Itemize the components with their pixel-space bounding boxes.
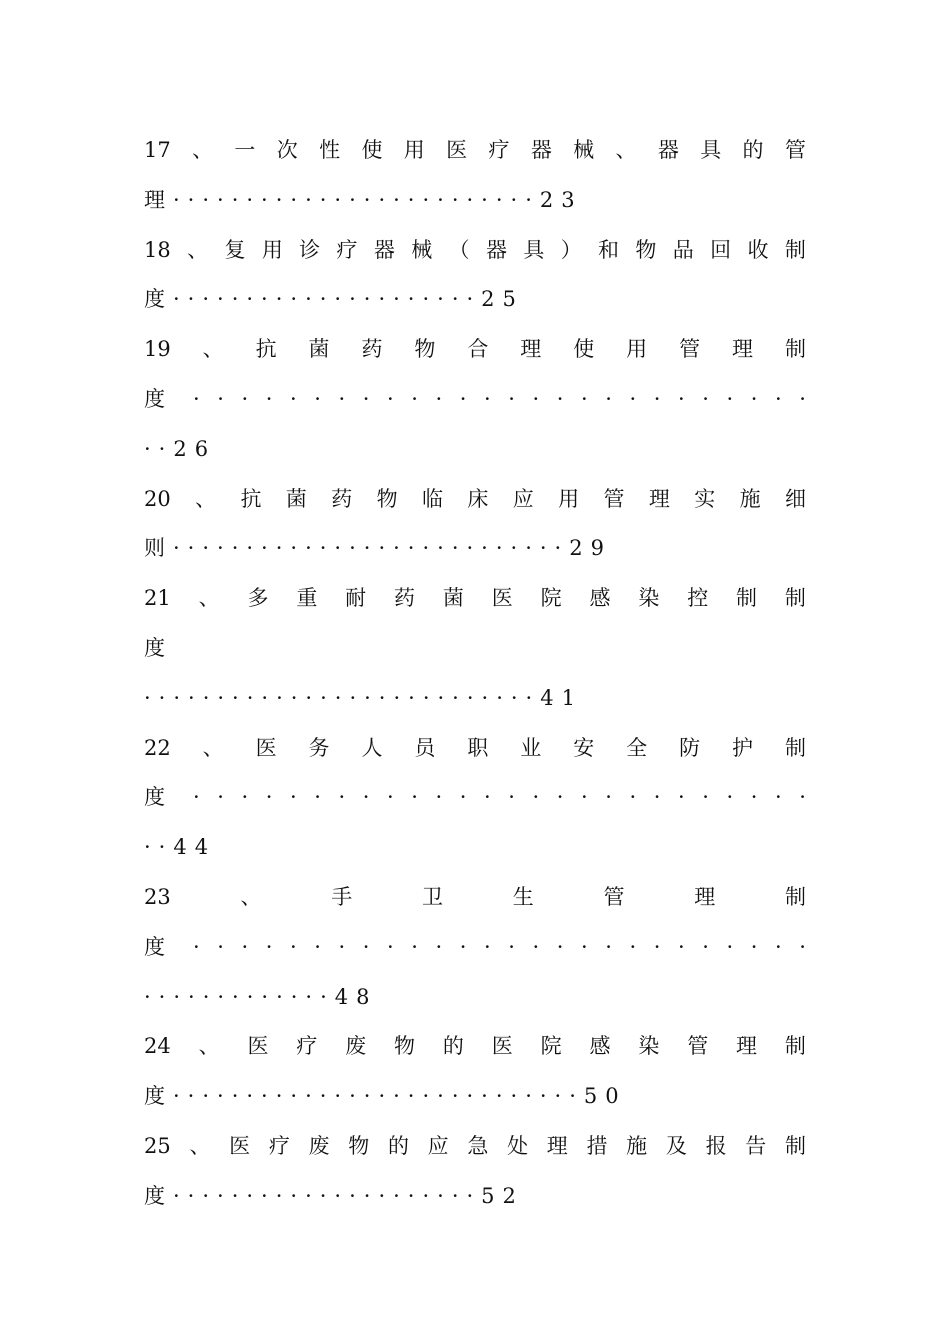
- toc-line: 22 、 医 务 人 员 职 业 安 全 防 护 制: [144, 735, 806, 760]
- toc-leader-line: ··26: [144, 436, 217, 461]
- toc-leader-line: ··44: [144, 835, 217, 860]
- toc-leader-line: 度·····················52: [144, 1183, 524, 1208]
- toc-line: 23 、 手 卫 生 管 理 制: [144, 884, 806, 909]
- toc-line: 25 、 医 疗 废 物 的 应 急 处 理 措 施 及 报 告 制: [144, 1133, 806, 1158]
- toc-line: 21 、 多 重 耐 药 菌 医 院 感 染 控 制 制: [144, 586, 806, 611]
- toc-line: 19 、 抗 菌 药 物 合 理 使 用 管 理 制: [144, 337, 806, 362]
- toc-leader-line: ·············48: [144, 984, 378, 1009]
- toc-leader-line: 度: [144, 635, 173, 660]
- toc-leader-line: 度 · · · · · · · · · · · · · · · · · · · · · · · · · ·: [144, 785, 806, 810]
- toc-leader-line: ···························41: [144, 685, 583, 710]
- toc-line: 24 、 医 疗 废 物 的 医 院 感 染 管 理 制: [144, 1034, 806, 1059]
- toc-line: 20 、 抗 菌 药 物 临 床 应 用 管 理 实 施 细: [144, 486, 806, 511]
- toc-line: 17 、 一 次 性 使 用 医 疗 器 械 、 器 具 的 管: [144, 138, 806, 162]
- toc-line: 18 、 复 用 诊 疗 器 械 （ 器 具 ） 和 物 品 回 收 制: [144, 237, 806, 262]
- toc-leader-line: 则···························29: [144, 536, 612, 561]
- toc-leader-line: 度 · · · · · · · · · · · · · · · · · · · · · · · · · ·: [144, 934, 806, 959]
- toc-leader-line: 度·····················25: [144, 287, 524, 312]
- table-of-contents: [144, 126, 806, 1222]
- toc-leader-line: 度····························50: [144, 1084, 627, 1109]
- toc-leader-line: 理·························23: [144, 187, 583, 212]
- toc-leader-line: 度 · · · · · · · · · · · · · · · · · · · · · · · · · ·: [144, 386, 806, 411]
